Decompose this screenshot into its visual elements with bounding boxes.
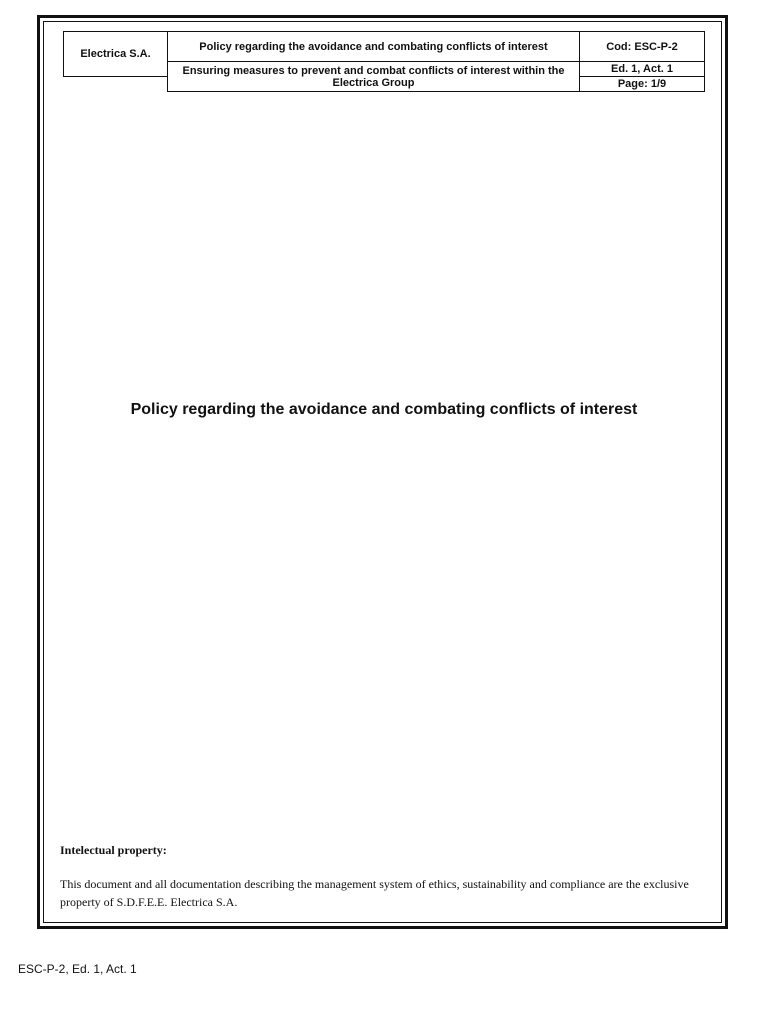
document-header-table	[63, 31, 705, 92]
policy-scope-cell: Ensuring measures to prevent and combat conflicts of interest within the Electrica Group	[168, 62, 580, 92]
document-title: Policy regarding the avoidance and combating conflicts of interest	[130, 401, 638, 418]
page-border	[37, 15, 728, 929]
intellectual-property-heading: Intelectual property:	[60, 843, 167, 857]
page-footer: ESC-P-2, Ed. 1, Act. 1	[18, 962, 137, 976]
company-name: Electrica S.A.	[64, 32, 168, 77]
page-border-inner	[43, 21, 722, 923]
intellectual-property-text: This document and all documentation describing the management system of ethics, sustainability and compliance are the exclusive property of S.D.F.E.E. Electrica S.A.	[60, 877, 689, 909]
header-empty-cell	[64, 77, 168, 92]
document-code: Cod: ESC-P-2	[580, 32, 705, 62]
page-number-cell: Page: 1/9	[580, 77, 705, 92]
edition-cell: Ed. 1, Act. 1	[580, 62, 705, 77]
policy-title-cell: Policy regarding the avoidance and combating conflicts of interest	[168, 32, 580, 62]
